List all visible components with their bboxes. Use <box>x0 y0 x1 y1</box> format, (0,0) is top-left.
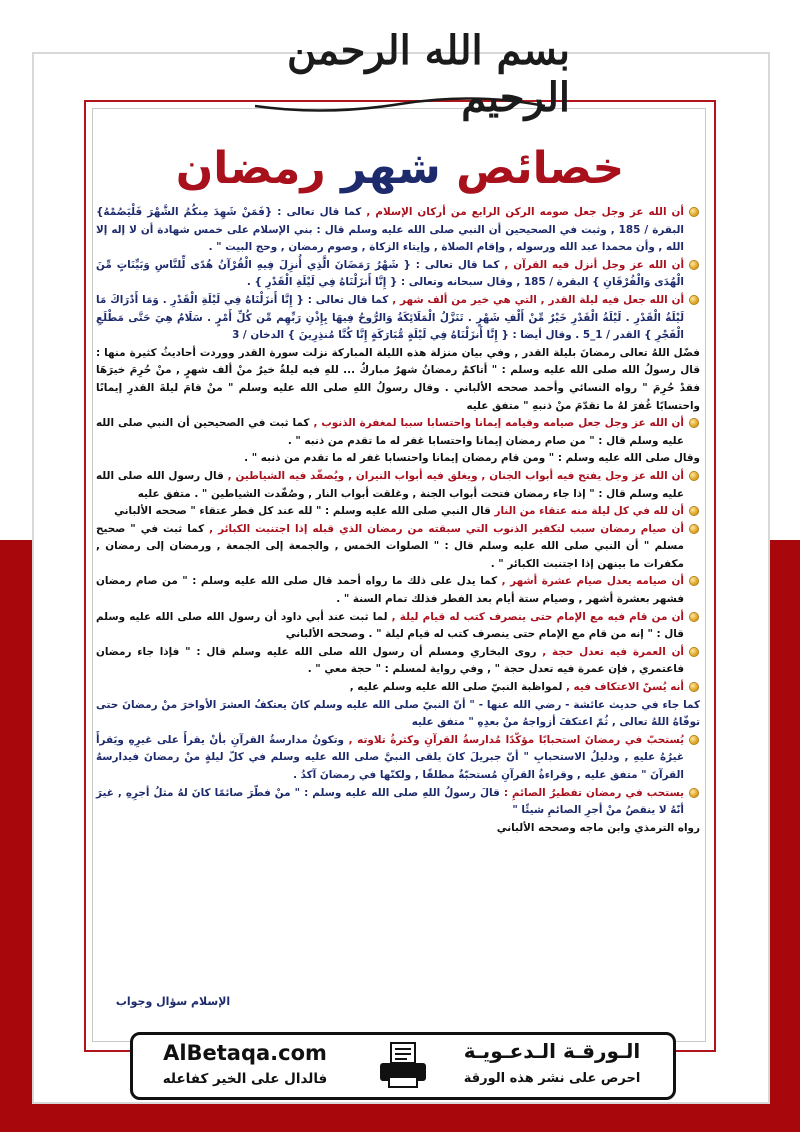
section-4-text: كما ثبت في الصحيحين أن النبي صلى الله عليه وسلم قال : " من صام رمضان إيمانا واحتسابا غفر له ما تقدم من ذنبه " . <box>96 417 684 447</box>
bullet-icon <box>690 736 698 744</box>
section-2-text: كما قال تعالى : { شَهْرُ رَمَضَانَ الَّذِي أُنزِلَ فِيهِ الْقُرْآنُ هُدًى لِّلنَّاسِ وَبَيِّنَاتٍ مِّنَ الْهُدَى وَالْفُرْقَانِ } البقرة / 185 , وقال سبحانه وتعالى : { إِنَّا أَنزَلْنَاهُ فِي لَيْلَةِ الْقَدْرِ } . <box>96 258 684 289</box>
bullet-icon <box>690 419 698 427</box>
footer-banner <box>130 1032 676 1100</box>
section-5-lead: أن الله عز وجل يفتح فيه أبواب الجنان , ويغلق فيه أبواب النيران , ويُصفّد فيه الشياطين , <box>227 469 684 482</box>
calligraphy-swash-icon <box>250 96 550 116</box>
article-body <box>96 204 700 988</box>
section-11-continuation <box>96 697 700 732</box>
bullet-icon <box>690 296 698 304</box>
section-1-text: كما قال تعالى : {فَمَنْ شَهِدَ مِنكُمُ الشَّهْرَ فَلْيَصُمْهُ} البقرة / 185 , وثبت في الصحيحين أن النبي صلى الله عليه وسلم قال : بني الإسلام على خمس شهادة أن لا إله إلا الله , وأن محمدا عبد الله ورسوله , وإقام الصلاة , وإيتاء الزكاة , وصوم رمضان , وحج البيت " . <box>96 206 684 254</box>
section-6-lead: أن لله في كل ليلة منه عتقاء من النار <box>494 505 684 518</box>
section-1-lead: أن الله عز وجل جعل صومه الركن الرابع من أركان الإسلام , <box>366 206 684 218</box>
section-10 <box>96 644 700 679</box>
bullet-icon <box>690 208 698 216</box>
section-3-continuation <box>96 345 700 415</box>
section-4-lead: أن الله عز وجل جعل صيامه وقيامه إيمانا واحتسابا سببا لمغفرة الذنوب , <box>313 417 684 430</box>
bullet-icon <box>690 683 698 691</box>
footer-slogan-left: فالدال على الخير كفاعله <box>162 1071 328 1087</box>
section-13-cont-text: رواه الترمذي وابن ماجه وصححه الألباني <box>496 821 700 834</box>
section-10-text: روى البخاري ومسلم أن رسول الله صلى الله عليه وسلم قال : " فإذا جاء رمضان فاعتمري , فإن عمرة فيه تعدل حجة " , وفي رواية لمسلم : " حجة معي " . <box>96 645 684 676</box>
section-11 <box>96 679 700 697</box>
section-12-text: وتكونُ مدارسةُ القرآنِ بأنْ يقرأَ على غيرِهِ ويَقرأَ غيرُهُ عليهِ , ودليلُ الاستحبابِ " أنّ جبريلَ كانَ يلقى النبيَّ صلى الله عليه وسلم في كلّ ليلةٍ منْ رمضانَ فيدارسهُ القرآنَ " متفق عليه , وقراءةُ القرآنِ مُستحبّةٌ مطلقًا , ولكنّها في رمضانَ آكدُ . <box>96 733 684 781</box>
footer-slogan-right: احرص على نشر هذه الورقة <box>463 1071 641 1086</box>
section-12-lead: يُستحبّ في رمضانَ استحبابًا مؤكّدًا مُدارسةُ القرآنِ وكثرةُ تلاوته , <box>348 733 685 746</box>
section-11-text: لمواظبة النبيّ صلى الله عليه وسلم عليه , <box>349 681 563 694</box>
title-word-1: خصائص <box>456 143 625 194</box>
section-13-continuation <box>96 820 700 838</box>
section-4-continuation <box>96 450 700 468</box>
section-7-lead: أن صيام رمضان سبب لتكفير الذنوب التي سبقته من رمضان الذي قبله إذا اجتنبت الكبائر , <box>209 522 684 535</box>
section-7 <box>96 521 700 574</box>
section-3-text: كما قال تعالى : { إِنَّا أَنزَلْنَاهُ فِي لَيْلَةِ الْقَدْرِ . وَمَا أَدْرَاكَ مَا لَيْلَةُ الْقَدْرِ . لَيْلَةُ الْقَدْرِ خَيْرٌ مِّنْ أَلْفِ شَهْرٍ . تَنَزَّلُ الْمَلَائِكَةُ وَالرُّوحُ فِيهَا بِإِذْنِ رَبِّهِم مِّن كُلِّ أَمْرٍ . سَلَامٌ هِيَ حَتَّى مَطْلَعِ الْفَجْرِ } القدر / 1_5 . وقال أيضا : { إِنَّا أَنزَلْنَاهُ فِي لَيْلَةٍ مُّبَارَكَةٍ إِنَّا كُنَّا مُنذِرِينَ } الدخان / 3 <box>96 293 684 342</box>
section-11-cont-text: كما جاء في حديث عائشة - رضي الله عنها - " أنّ النبيّ صلى الله عليه وسلم كانَ يعتكفُ العشرَ الأواخرَ منْ رمضانَ حتى توفّاهُ اللهُ تعالى , ثُمّ اعتكفَ أزواجهُ منْ بعدِهِ " متفق عليه <box>96 698 700 729</box>
section-8-text: كما يدل على ذلك ما رواه أحمد قال صلى الله عليه وسلم : " من صام رمضان فشهر بعشرة أشهر , وصيام ستة أيام بعد الفطر فذلك تمام السنة " . <box>96 575 684 606</box>
page-title <box>100 134 700 204</box>
section-2 <box>96 257 700 292</box>
section-9-lead: أن من قام فيه مع الإمام حتى ينصرف كتب له قيام ليلة , <box>391 610 684 623</box>
section-13-lead: يستحب في رمضان تفطيرُ الصائمِ : <box>503 786 684 799</box>
section-1 <box>96 204 700 257</box>
section-10-lead: أن العمرة فيه تعدل حجة , <box>542 645 684 658</box>
basmala-calligraphy: بسم الله الرحمن الرحيم <box>287 27 570 121</box>
section-8-lead: أن صيامه يعدل صيام عشرة أشهر , <box>501 575 684 588</box>
bullet-icon <box>690 261 698 269</box>
source-credit: الإسلام سؤال وجواب <box>115 995 231 1008</box>
printer-icon <box>377 1041 429 1089</box>
section-12 <box>96 732 700 785</box>
title-word-2: شهر <box>341 143 441 194</box>
section-4-cont-text: وقال صلى الله عليه وسلم : " ومن قام رمضان إيمانا واحتسابا غفر له ما تقدم من ذنبه " . <box>244 452 700 465</box>
section-13-text: قالَ رسولُ اللهِ صلى الله عليه وسلم : " منْ فطّرَ صائمًا كانَ لهُ مثلُ أجرِهِ , غيرَ أنّهُ لا ينقصُ منْ أجرِ الصائمِ شيئًا " <box>96 786 684 817</box>
section-5-text: قال رسول الله صلى الله عليه وسلم قال : " إذا جاء رمضان فتحت أبواب الجنة , وغلقت أبواب النار , وصُفّدت الشياطين " . متفق عليه <box>96 469 684 500</box>
bullet-icon <box>690 472 698 480</box>
section-6 <box>96 503 700 521</box>
bullet-icon <box>690 789 698 797</box>
section-11-lead: أنه يُسنّ الاعتكاف فيه , <box>565 681 684 694</box>
brand-name: الـورقـة الـدعـويـة <box>463 1039 641 1063</box>
bullet-icon <box>690 525 698 533</box>
section-3-cont-text: فضّل اللهُ تعالى رمضانَ بليلة القدر , وفي بيان منزلة هذه الليلة المباركة نزلت سورة القدر ووردت أحاديثُ كثيرة منها : قال رسولُ الله صلى الله عليه وسلم : " أتاكمْ رمضانُ شهرٌ مباركٌ ... للهِ فيه ليلةٌ خيرٌ منْ ألف شهرٍ , منْ حُرِمَ خيرَهَا فقدْ حُرِمَ " رواه النسائي وأحمد صححه الألباني . وقال رسولُ اللهِ صلى الله عليه وسلم " منْ قامَ ليلةَ القدرِ إيمانًا واحتسابًا غُفرَ لهُ ما تقدّمَ منْ ذنبهِ " متفق عليه <box>96 346 700 412</box>
section-13 <box>96 785 700 820</box>
section-5 <box>96 468 700 503</box>
section-7-text: كما ثبت في " صحيح مسلم " أن النبي صلى الله عليه وسلم قال : " الصلوات الخمس , والجمعة إلى الجمعة , ورمضان إلى رمضان , مكفرات ما بينهن إذا اجتنبت الكبائر " . <box>96 522 684 570</box>
section-9 <box>96 609 700 644</box>
section-3-lead: أن الله جعل فيه ليلة القدر , التي هي خير من ألف شهر , <box>392 293 685 306</box>
section-6-text: قال النبي صلى الله عليه وسلم : " لله عند كل فطر عتقاء " صححه الألباني <box>114 505 491 518</box>
title-word-3: رمضان <box>175 143 326 194</box>
section-4 <box>96 415 700 450</box>
bullet-icon <box>690 577 698 585</box>
section-2-lead: أن الله عز وجل أنزل فيه القرآن , <box>504 258 685 271</box>
bullet-icon <box>690 648 698 656</box>
section-3 <box>96 292 700 345</box>
site-url[interactable]: AlBetaqa.com <box>163 1041 327 1065</box>
bullet-icon <box>690 507 698 515</box>
section-8 <box>96 573 700 608</box>
bullet-icon <box>690 613 698 621</box>
section-9-text: لما ثبت عند أبي داود أن رسول الله صلى الله عليه وسلم قال : " إنه من قام مع الإمام حتى ينصرف كتب له قيام ليلة " . وصححه الألباني <box>96 610 684 641</box>
